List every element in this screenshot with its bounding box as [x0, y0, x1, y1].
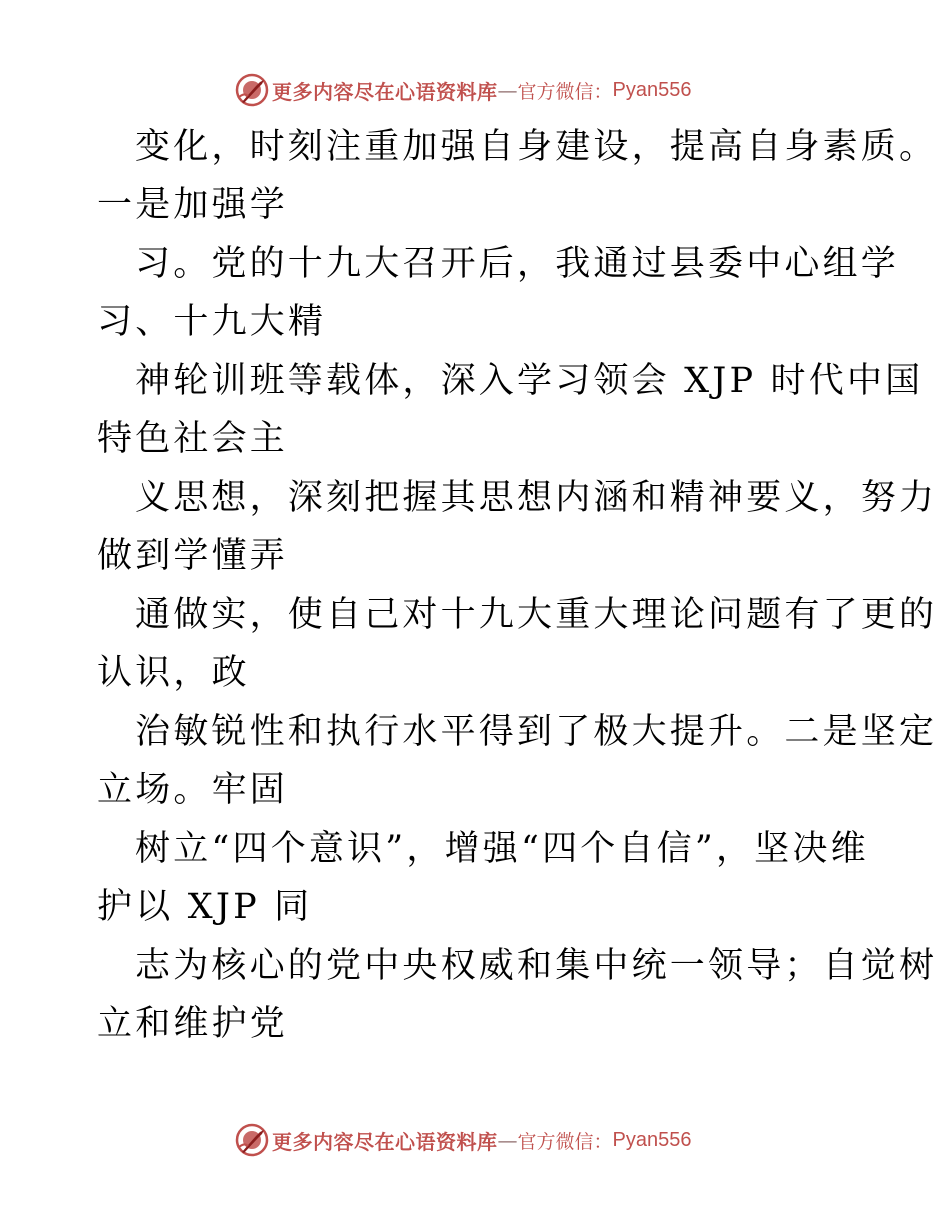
banner-wechat-id: Pyan556 [612, 1128, 692, 1151]
text-line: 一是加强学 [97, 185, 289, 225]
banner-wechat-id: Pyan556 [612, 78, 692, 101]
footer-banner [0, 1120, 950, 1160]
banner-main-text: 更多内容尽在心语资料库 [272, 1129, 498, 1154]
text-line: 治敏锐性和执行水平得到了极大提升。二是坚定 [135, 712, 938, 752]
text-line: 习、十九大精 [97, 302, 327, 342]
text-line: 变化，时刻注重加强自身建设，提高自身素质。 [135, 127, 938, 167]
text-line: 护以 XJP 同 [97, 887, 313, 927]
pen-nib-logo-icon [234, 72, 270, 108]
text-line: 做到学懂弄 [97, 536, 289, 576]
pen-nib-logo-icon [234, 1122, 270, 1158]
banner-main-text: 更多内容尽在心语资料库 [272, 79, 498, 104]
banner-wechat-label: 官方微信： [517, 1130, 613, 1153]
text-line: 习。党的十九大召开后，我通过县委中心组学 [135, 244, 900, 284]
banner-wechat-label: 官方微信： [517, 80, 613, 103]
header-banner [0, 70, 950, 110]
text-line: 神轮训班等载体，深入学习领会 XJP 时代中国 [135, 361, 924, 401]
text-line: 认识，政 [97, 653, 250, 693]
text-line: 树立“四个意识”，增强“四个自信”，坚决维 [135, 829, 869, 869]
text-line: 通做实，使自己对十九大重大理论问题有了更的 [135, 595, 938, 635]
text-line: 义思想，深刻把握其思想内涵和精神要义，努力 [135, 478, 938, 518]
text-line: 立场。牢固 [97, 770, 289, 810]
banner-dash: — [497, 78, 518, 102]
text-line: 特色社会主 [97, 419, 289, 459]
text-line: 立和维护党 [97, 1004, 289, 1044]
text-line: 志为核心的党中央权威和集中统一领导；自觉树 [135, 946, 938, 986]
banner-dash: — [497, 1128, 518, 1152]
